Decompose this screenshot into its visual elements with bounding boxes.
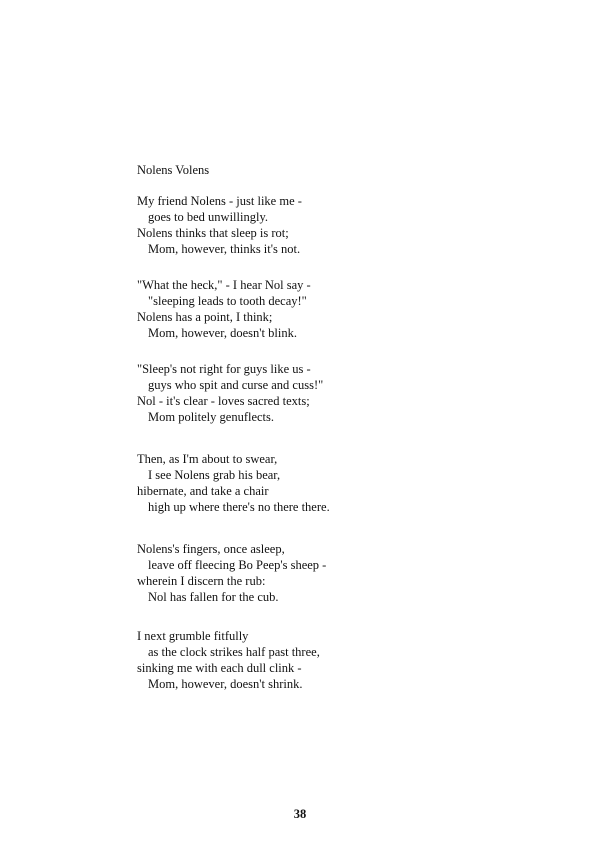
poem-line: "sleeping leads to tooth decay!" (148, 294, 307, 308)
poem-line: guys who spit and curse and cuss!" (148, 378, 324, 392)
poem-line: high up where there's no there there. (148, 500, 330, 514)
poem-line: as the clock strikes half past three, (148, 645, 320, 659)
poem-line: Nolens thinks that sleep is rot; (137, 226, 289, 240)
poem-line: Nol has fallen for the cub. (148, 590, 279, 604)
page-number: 38 (293, 807, 307, 821)
poem-line: Mom, however, thinks it's not. (148, 242, 301, 256)
poem-line: Nol - it's clear - loves sacred texts; (137, 394, 310, 408)
poem-line: I next grumble fitfully (137, 629, 249, 643)
stanza-4 (137, 451, 330, 515)
poem-title: Nolens Volens (137, 163, 210, 177)
poem-line: Then, as I'm about to swear, (137, 452, 278, 466)
stanza-6 (137, 628, 320, 692)
stanza-3 (137, 361, 323, 425)
poem-line: Mom, however, doesn't blink. (148, 326, 297, 340)
poem-line: Nolens has a point, I think; (137, 310, 273, 324)
poem-line: "What the heck," - I hear Nol say - (137, 278, 311, 292)
poem-line: Mom, however, doesn't shrink. (148, 677, 303, 691)
poem-line: wherein I discern the rub: (137, 574, 266, 588)
poem-line: Mom politely genuflects. (148, 410, 275, 424)
poem-line: I see Nolens grab his bear, (148, 468, 281, 482)
stanza-5 (137, 541, 326, 605)
poem-line: Nolens's fingers, once asleep, (137, 542, 285, 556)
poem-line: leave off fleecing Bo Peep's sheep - (148, 558, 327, 572)
poem-line: "Sleep's not right for guys like us - (137, 362, 311, 376)
poem-line: goes to bed unwillingly. (148, 210, 269, 224)
stanza-2 (137, 277, 311, 341)
stanza-1 (137, 193, 302, 257)
poem-line: sinking me with each dull clink - (137, 661, 302, 675)
poem-line: My friend Nolens - just like me - (137, 194, 302, 208)
poem-line: hibernate, and take a chair (137, 484, 269, 498)
